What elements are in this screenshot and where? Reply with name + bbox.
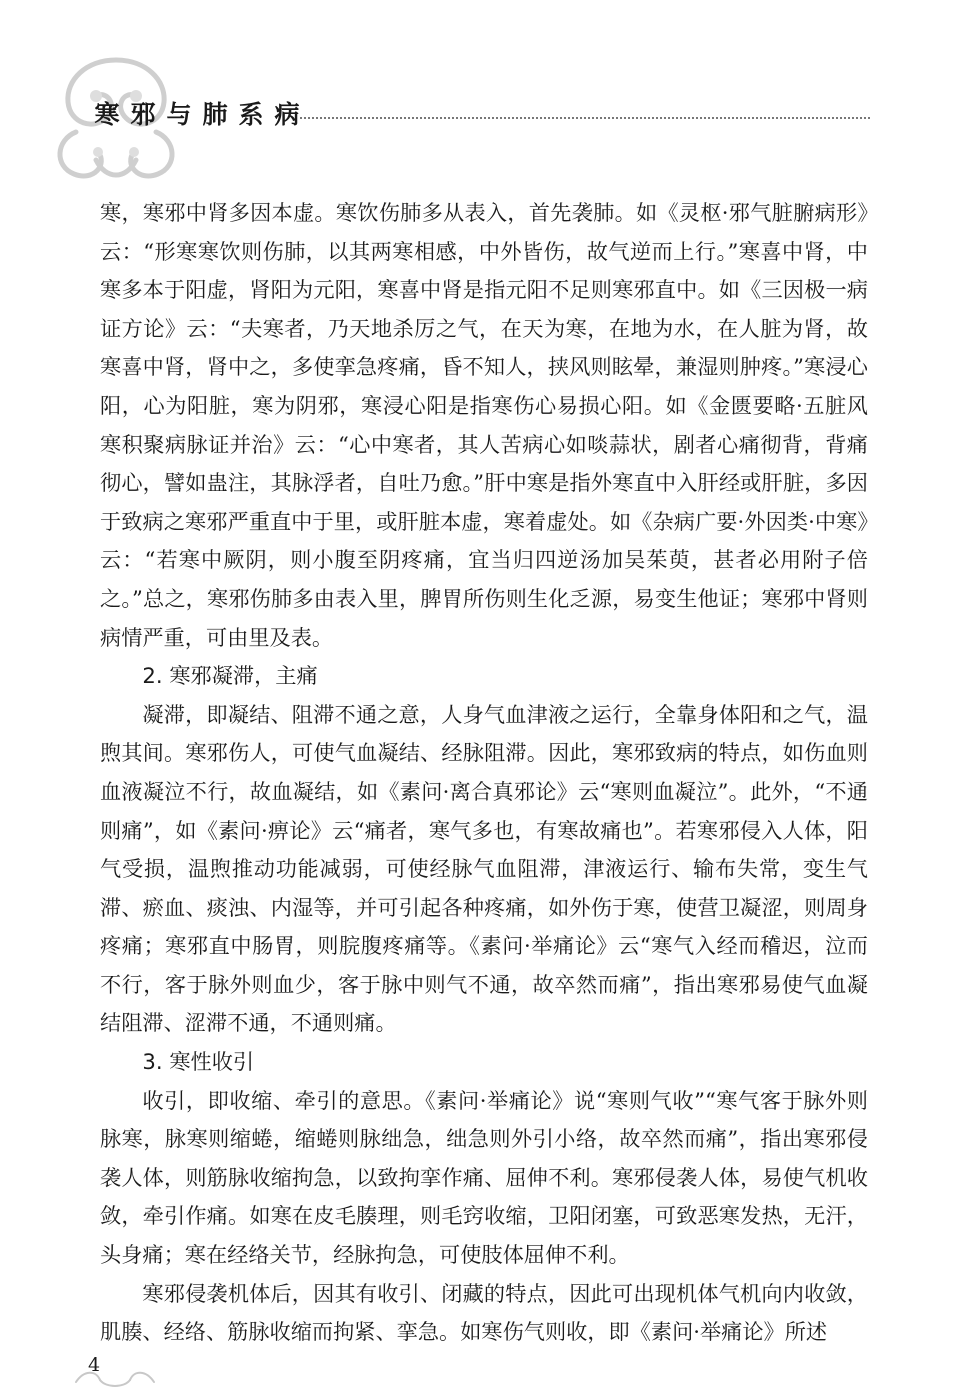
footer-ornament-icon: [70, 1352, 160, 1392]
body-paragraph: 凝滞，即凝结、阻滞不通之意，人身气血津液之运行，全靠身体阳和之气，温煦其间。寒邪伤人，可使气血凝结、经脉阻滞。因此，寒邪致病的特点，如伤血则血液凝泣不行，故血凝结，如《素问·离合真邪论》云“寒则血凝泣”。此外，“不通则痛”，如《素问·痹论》云“痛者，寒气多也，有寒故痛也”。若寒邪侵入人体，阳气受损，温煦推动功能减弱，可使经脉气血阻滞，津液运行、输布失常，变生气滞、瘀血、痰浊、内湿等，并可引起各种疼痛，如外伤于寒，使营卫凝涩，则周身疼痛；寒邪直中肠胃，则脘腹疼痛等。《素问·举痛论》云“寒气入经而稽迟，泣而不行，客于脉外则血少，客于脉中则气不通，故卒然而痛”，指出寒邪易使气血凝结阻滞、涩滞不通，不通则痛。: [100, 701, 868, 1036]
body-paragraph: 寒邪侵袭机体后，因其有收引、闭藏的特点，因此可出现机体气机向内收敛，肌腠、经络、筋脉收缩而拘紧、挛急。如寒伤气则收，即《素问·举痛论》所述: [100, 1280, 868, 1345]
chapter-title: [92, 98, 302, 132]
chapter-title-char: 病: [274, 100, 300, 129]
chapter-title-char: 肺: [202, 100, 228, 129]
section-heading: 3. 寒性收引: [142, 1049, 255, 1075]
chapter-title-char: 系: [238, 100, 264, 129]
header-dotted-rule: [300, 117, 870, 119]
page-body: [100, 194, 868, 1352]
chapter-title-char: 寒: [94, 100, 120, 129]
section-heading: 2. 寒邪凝滞，主痛: [142, 663, 318, 689]
chapter-title-char: 与: [166, 100, 192, 129]
body-paragraph: 收引，即收缩、牵引的意思。《素问·举痛论》说“寒则气收”“寒气客于脉外则脉寒，脉寒则缩蜷，缩蜷则脉绌急，绌急则外引小络，故卒然而痛”，指出寒邪侵袭人体，则筋脉收缩拘急，以致拘挛作痛、屈伸不利。寒邪侵袭人体，易使气机收敛，牵引作痛。如寒在皮毛腠理，则毛窍收缩，卫阳闭塞，可致恶寒发热，无汗，头身痛；寒在经络关节，经脉拘急，可使肢体屈伸不利。: [100, 1087, 868, 1268]
body-paragraph: 寒，寒邪中肾多因本虚。寒饮伤肺多从表入，首先袭肺。如《灵枢·邪气脏腑病形》云：“形寒寒饮则伤肺，以其两寒相感，中外皆伤，故气逆而上行。”寒喜中肾，中寒多本于阳虚，肾阳为元阳，寒喜中肾是指元阳不足则寒邪直中。如《三因极一病证方论》云：“夫寒者，乃天地杀厉之气，在天为寒，在地为水，在人脏为肾，故寒喜中肾，肾中之，多使挛急疼痛，昏不知人，挟风则眩晕，兼湿则肿疼。”寒浸心阳，心为阳脏，寒为阴邪，寒浸心阳是指寒伤心易损心阳。如《金匮要略·五脏风寒积聚病脉证并治》云：“心中寒者，其人苦病心如啖蒜状，剧者心痛彻背，背痛彻心，譬如蛊注，其脉浮者，自吐乃愈。”肝中寒是指外寒直中入肝经或肝脏，多因于致病之寒邪严重直中于里，或肝脏本虚，寒着虚处。如《杂病广要·外因类·中寒》云：“若寒中厥阴，则小腹至阴疼痛，宜当归四逆汤加吴茱萸，甚者必用附子倍之。”总之，寒邪伤肺多由表入里，脾胃所伤则生化乏源，易变生他证；寒邪中肾则病情严重，可由里及表。: [100, 200, 868, 650]
chapter-title-char: 邪: [130, 100, 156, 129]
page-header: [0, 0, 960, 170]
page-number: 4: [88, 1354, 101, 1376]
